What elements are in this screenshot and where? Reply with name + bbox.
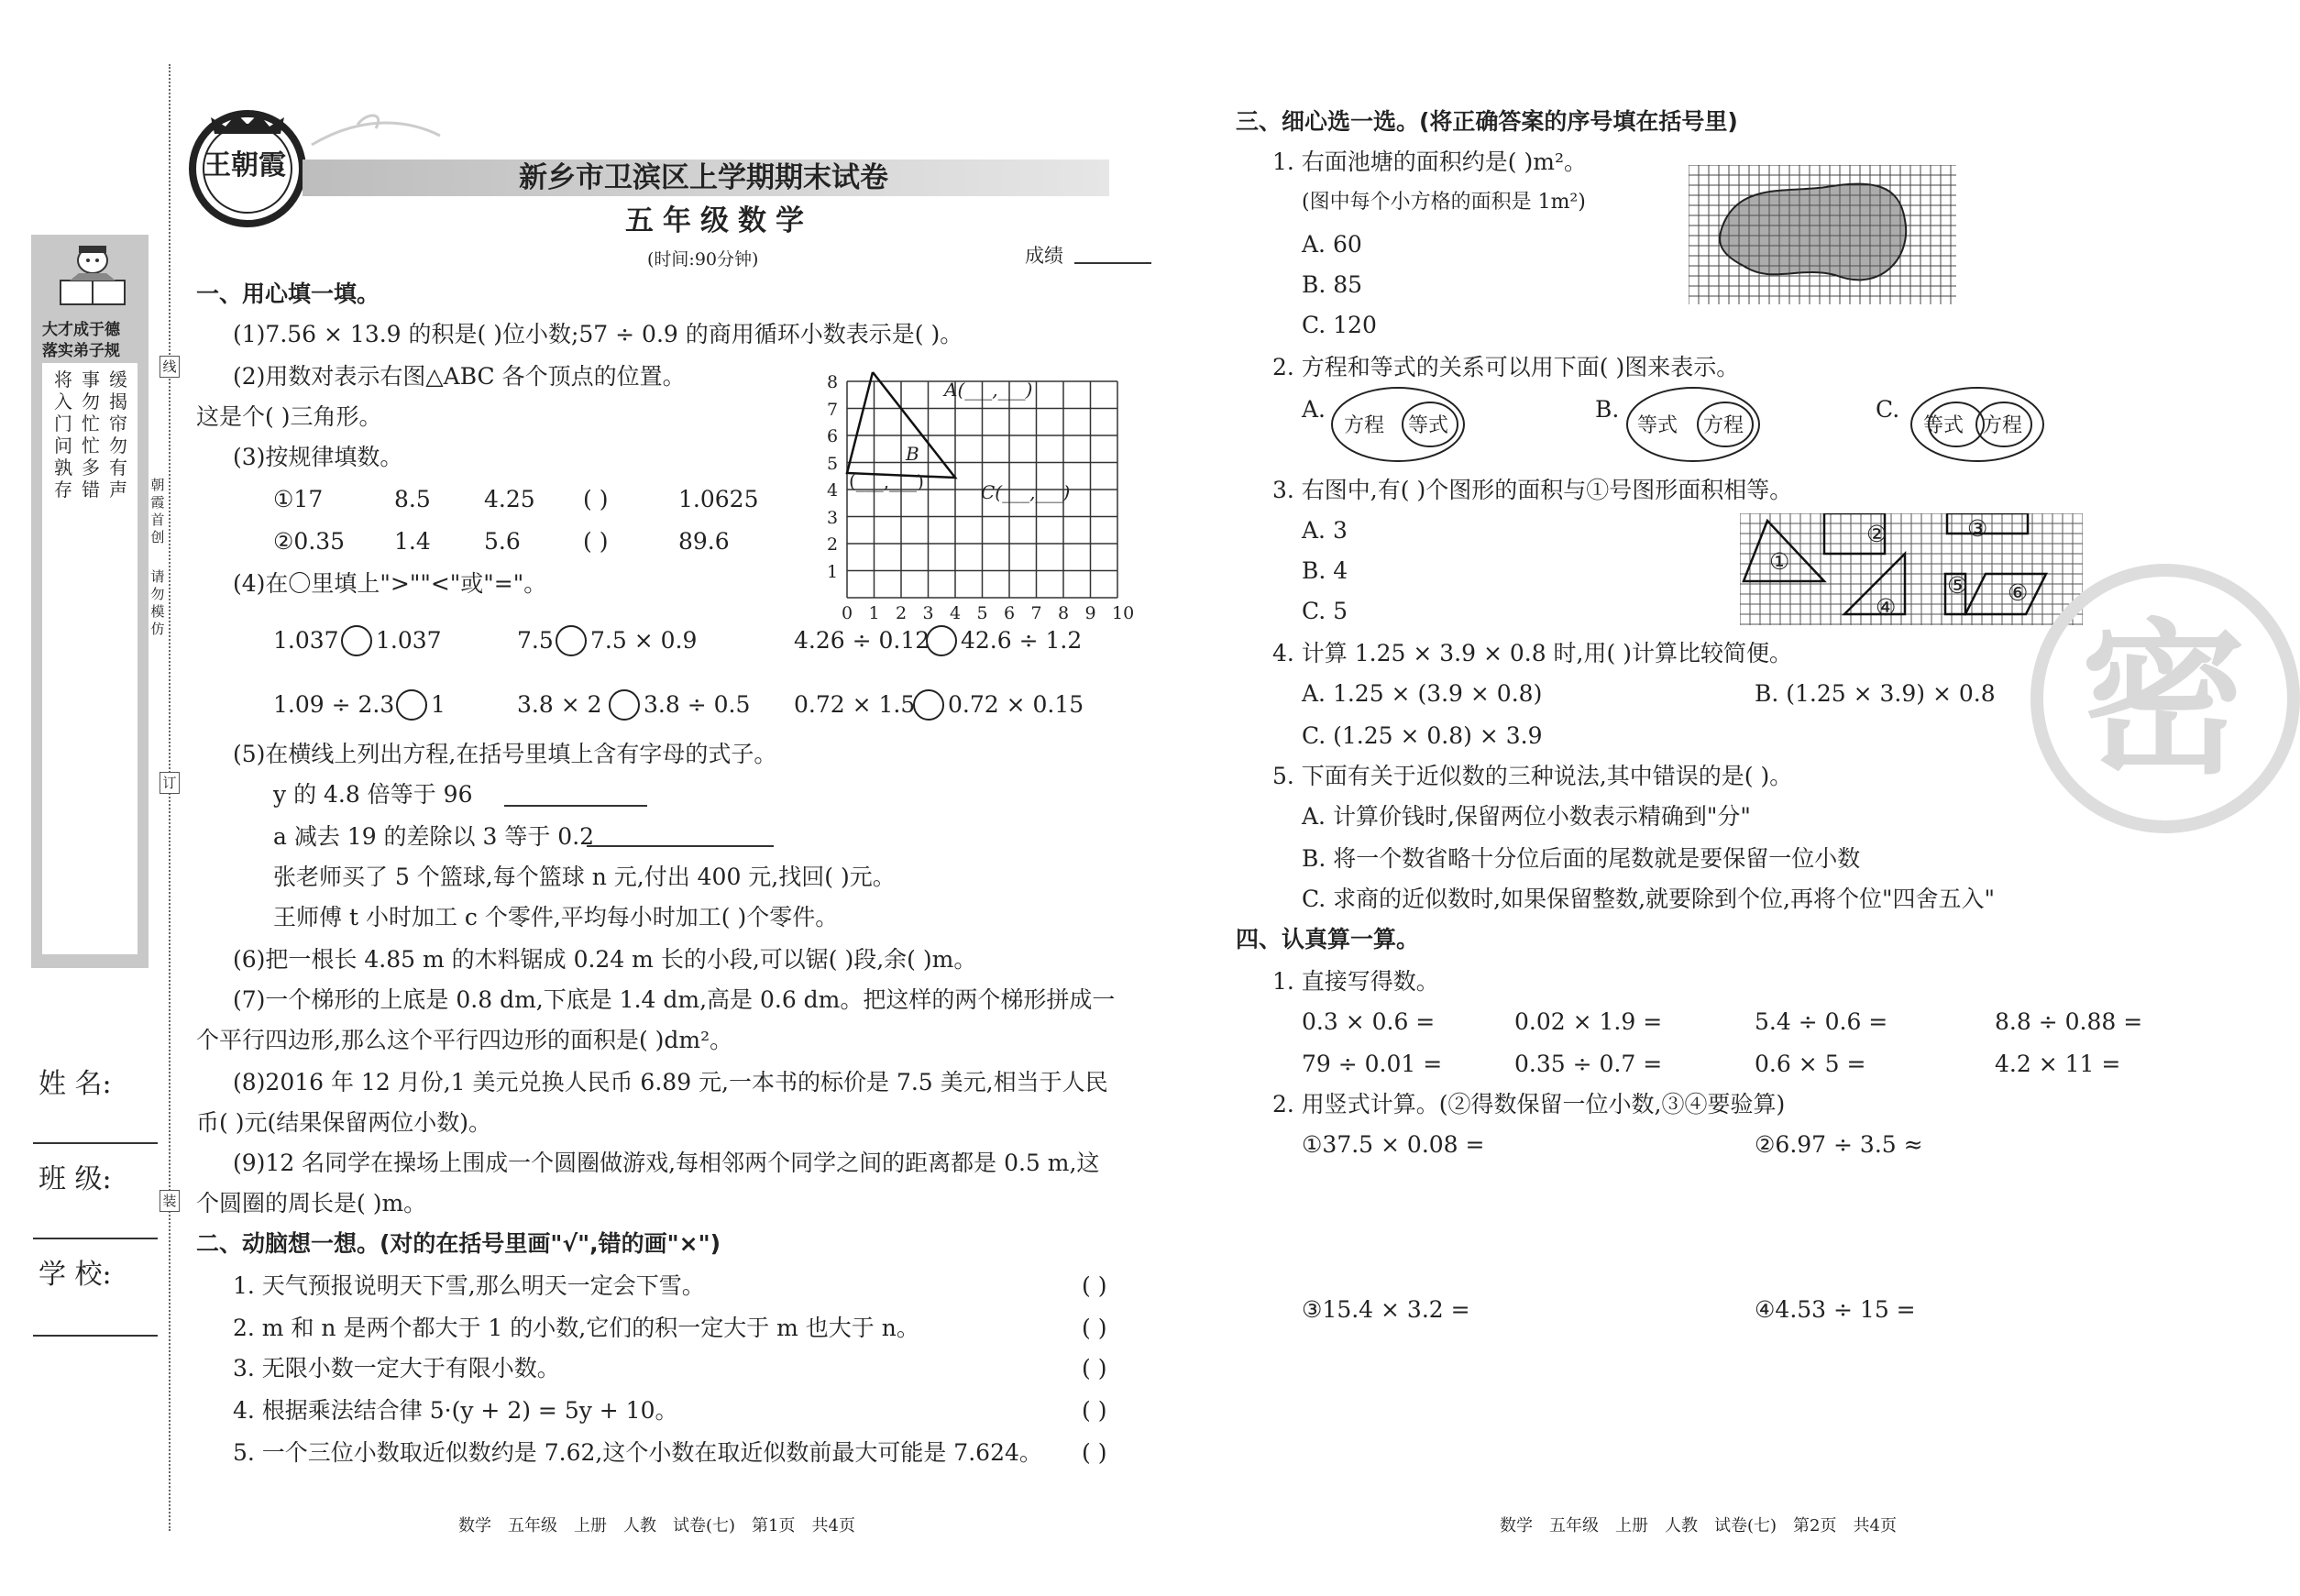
judge-answer-3[interactable]: ( ) (1082, 1355, 1107, 1381)
sidebar-col-2: 事勿忙忙多错 (82, 369, 100, 501)
q1-4: (4)在〇里填上">""<"或"="。 (233, 570, 547, 597)
x-tick-label: 4 (950, 603, 962, 623)
score-field[interactable] (1074, 262, 1151, 264)
point-b-label: B (906, 443, 919, 465)
secret-stamp-text: 密 (2081, 605, 2247, 797)
q1-6: (6)把一根长 4.85 m 的木料锯成 0.24 m 长的小段,可以锯( )段,余( )m。 (233, 946, 977, 973)
y-tick-label: 5 (827, 453, 839, 474)
shape-6-mark: ⑥ (2008, 579, 2029, 606)
vertical-calc-1: ①37.5 × 0.08 = (1302, 1131, 1485, 1158)
compare-circle[interactable] (341, 625, 372, 656)
cmp1-left: 1.037 (273, 627, 339, 654)
q1-8a: (8)2016 年 12 月份,1 美元兑换人民币 6.89 元,一本书的标价是 7.5 美元,相当于人民 (233, 1069, 1108, 1095)
q1-9b: 个圆圈的周长是( )m。 (196, 1190, 427, 1216)
exam-time: (时间:90分钟) (647, 249, 759, 270)
choice-q5-b[interactable]: B. 将一个数省略十分位后面的尾数就是要保留一位小数 (1302, 845, 1861, 872)
choice-q1-note: (图中每个小方格的面积是 1m²) (1302, 191, 1586, 214)
side-note-2: 请勿模仿 (150, 568, 165, 637)
oral-8: 4.2 × 11 = (1995, 1051, 2121, 1077)
q1-1: (1)7.56 × 13.9 的积是( )位小数;57 ÷ 0.9 的商用循环小数表示是( )。 (233, 321, 963, 347)
compare-circle[interactable] (609, 689, 640, 721)
cmp6-left: 0.72 × 1.5 (794, 691, 916, 718)
score-label: 成绩 (1025, 245, 1063, 267)
oral-4: 8.8 ÷ 0.88 = (1995, 1008, 2143, 1035)
venn-b-outer: 等式 (1637, 414, 1678, 437)
exam-title: 新乡市卫滨区上学期期末试卷 (519, 161, 888, 194)
seq1-item-1: ①17 (273, 486, 324, 512)
seq2-item-2: 1.4 (394, 528, 431, 555)
y-tick-label: 3 (827, 507, 839, 528)
venn-b-inner: 方程 (1703, 414, 1744, 437)
venn-c-right: 方程 (1982, 414, 2023, 437)
compare-circle[interactable] (913, 689, 944, 721)
point-c-label: C(___,___) (981, 481, 1071, 503)
sidebar-col-1: 将入门问孰存 (54, 369, 72, 501)
x-tick-label: 6 (1004, 603, 1016, 623)
q1-5b: a 减去 19 的差除以 3 等于 0.2 (273, 823, 595, 850)
y-tick-label: 4 (827, 480, 839, 501)
choice-q3: 3. 右图中,有( )个图形的面积与①号图形面积相等。 (1272, 477, 1793, 503)
cmp3-right: 42.6 ÷ 1.2 (961, 627, 1083, 654)
binding-line (169, 64, 171, 1531)
choice-q3-c[interactable]: C. 5 (1302, 598, 1348, 624)
y-tick-label: 1 (827, 561, 839, 582)
calc-q1: 1. 直接写得数。 (1272, 968, 1439, 995)
choice-q1-a[interactable]: A. 60 (1302, 231, 1362, 258)
seq2-item-5: 89.6 (678, 528, 730, 555)
judge-answer-2[interactable]: ( ) (1082, 1315, 1107, 1341)
x-tick-label: 7 (1030, 603, 1042, 623)
equation-line-2[interactable] (587, 845, 774, 847)
oral-3: 5.4 ÷ 0.6 = (1755, 1008, 1888, 1035)
seq2-item-1: ②0.35 (273, 528, 346, 555)
x-tick-label: 8 (1058, 603, 1070, 623)
seq1-item-5: 1.0625 (678, 486, 759, 512)
x-tick-label: 9 (1084, 603, 1096, 623)
venn-a-outer: 方程 (1344, 414, 1385, 437)
judge-item-5: 5. 一个三位小数取近似数约是 7.62,这个小数在取近似数前最大可能是 7.624。 (233, 1439, 1042, 1466)
name-field[interactable] (33, 1142, 158, 1144)
vertical-calc-4: ④4.53 ÷ 15 = (1755, 1296, 1916, 1323)
class-label: 班 级: (39, 1163, 112, 1195)
vertical-calc-3: ③15.4 × 3.2 = (1302, 1296, 1470, 1323)
calc-q2: 2. 用竖式计算。(②得数保留一位小数,③④要验算) (1272, 1091, 1786, 1117)
y-tick-label: 6 (827, 426, 839, 446)
ribbon-icon (303, 108, 449, 160)
judge-item-3: 3. 无限小数一定大于有限小数。 (233, 1355, 560, 1381)
shape-2-mark: ② (1866, 521, 1887, 547)
choice-q4-c[interactable]: C. (1.25 × 0.8) × 3.9 (1302, 722, 1543, 749)
cmp5-right: 3.8 ÷ 0.5 (644, 691, 751, 718)
choice-q2: 2. 方程和等式的关系可以用下面( )图来表示。 (1272, 354, 1740, 380)
q1-5d: 王师傅 t 小时加工 c 个零件,平均每小时加工( )个零件。 (273, 904, 839, 930)
choice-q2-c[interactable]: C. (1876, 396, 1900, 423)
shape-5-mark: ⑤ (1947, 572, 1968, 599)
x-tick-label: 5 (976, 603, 988, 623)
compare-circle[interactable] (926, 625, 957, 656)
school-field[interactable] (33, 1335, 158, 1337)
sidebar-motto-2: 落实弟子规 (42, 342, 120, 360)
point-b-pair: (___,___) (849, 470, 924, 492)
equation-line-1[interactable] (504, 805, 647, 807)
choice-q4: 4. 计算 1.25 × 3.9 × 0.8 时,用( )计算比较简便。 (1272, 640, 1792, 666)
choice-q5-a[interactable]: A. 计算价钱时,保留两位小数表示精确到"分" (1302, 803, 1751, 830)
oral-1: 0.3 × 0.6 = (1302, 1008, 1436, 1035)
choice-q5-c[interactable]: C. 求商的近似数时,如果保留整数,就要除到个位,再将个位"四舍五入" (1302, 886, 1995, 912)
judge-item-2: 2. m 和 n 是两个都大于 1 的小数,它们的积一定大于 m 也大于 n。 (233, 1315, 919, 1341)
name-label: 姓 名: (39, 1068, 112, 1100)
q1-7a: (7)一个梯形的上底是 0.8 dm,下底是 1.4 dm,高是 0.6 dm。把这样的两个梯形拼成一 (233, 986, 1116, 1013)
seq1-blank[interactable]: ( ) (583, 486, 609, 512)
choice-q5: 5. 下面有关于近似数的三种说法,其中错误的是( )。 (1272, 763, 1793, 789)
section3-heading: 三、细心选一选。(将正确答案的序号填在括号里) (1236, 108, 1738, 135)
oral-5: 79 ÷ 0.01 = (1302, 1051, 1443, 1077)
q1-2b: 这是个( )三角形。 (196, 403, 382, 430)
q1-5: (5)在横线上列出方程,在括号里填上含有字母的式子。 (233, 741, 777, 767)
cmp2-right: 7.5 × 0.9 (590, 627, 698, 654)
bind-mark-2: 订 (160, 772, 180, 794)
sidebar-col-3: 缓揭帘勿有声 (109, 369, 127, 501)
cmp4-right: 1 (431, 691, 446, 718)
exam-subject: 五年级数学 (625, 204, 813, 237)
x-tick-label: 1 (868, 603, 880, 623)
choice-q1-b[interactable]: B. 85 (1302, 271, 1363, 298)
y-tick-label: 8 (827, 372, 839, 392)
judge-answer-5[interactable]: ( ) (1082, 1439, 1107, 1466)
bind-mark-1: 线 (160, 356, 180, 378)
vertical-calc-2: ②6.97 ÷ 3.5 ≈ (1755, 1131, 1923, 1158)
seq1-item-2: 8.5 (394, 486, 431, 512)
shape-3-mark: ③ (1967, 515, 1988, 542)
compare-circle[interactable] (556, 625, 587, 656)
cmp2-left: 7.5 (517, 627, 554, 654)
judge-answer-1[interactable]: ( ) (1082, 1272, 1107, 1299)
q1-2a: (2)用数对表示右图△ABC 各个顶点的位置。 (233, 363, 686, 390)
choice-q2-b[interactable]: B. (1595, 396, 1620, 423)
shape-4-mark: ④ (1876, 594, 1897, 621)
q1-9a: (9)12 名同学在操场上围成一个圆圈做游戏,每相邻两个同学之间的距离都是 0.5 m,这 (233, 1150, 1100, 1176)
q1-3: (3)按规律填数。 (233, 444, 403, 470)
x-tick-label: 0 (842, 603, 853, 623)
school-label: 学 校: (39, 1259, 112, 1291)
q1-7b: 个平行四边形,那么这个平行四边形的面积是( )dm²。 (196, 1027, 733, 1053)
judge-item-4: 4. 根据乘法结合律 5·(y + 2) = 5y + 10。 (233, 1397, 678, 1424)
scholar-figure-icon (51, 240, 134, 314)
judge-answer-4[interactable]: ( ) (1082, 1397, 1107, 1424)
footer-left: 数学 五年级 上册 人教 试卷(七) 第1页 共4页 (458, 1516, 855, 1535)
brand-logo-text: 王朝霞 (204, 149, 286, 182)
side-note-1: 朝霞首创 (150, 477, 165, 545)
section4-heading: 四、认真算一算。 (1236, 926, 1420, 952)
y-tick-label: 7 (827, 399, 839, 420)
choice-q3-b[interactable]: B. 4 (1302, 557, 1348, 584)
choice-q3-a[interactable]: A. 3 (1302, 517, 1348, 544)
compare-circle[interactable] (396, 689, 427, 721)
seq2-blank[interactable]: ( ) (583, 528, 609, 555)
q1-8b: 币( )元(结果保留两位小数)。 (196, 1109, 491, 1136)
oral-2: 0.02 × 1.9 = (1514, 1008, 1663, 1035)
seq2-item-3: 5.6 (484, 528, 521, 555)
shape-1-mark: ① (1769, 548, 1790, 575)
cmp5-left: 3.8 × 2 (517, 691, 602, 718)
q1-5a: y 的 4.8 倍等于 96 (273, 781, 473, 808)
cmp3-left: 4.26 ÷ 0.12 (794, 627, 930, 654)
choice-q4-b[interactable]: B. (1.25 × 3.9) × 0.8 (1755, 680, 1996, 707)
bind-mark-3: 装 (160, 1190, 180, 1212)
choice-q4-a[interactable]: A. 1.25 × (3.9 × 0.8) (1302, 680, 1543, 707)
sidebar-motto-1: 大才成于德 (42, 321, 120, 339)
seq1-item-3: 4.25 (484, 486, 535, 512)
venn-a-inner: 等式 (1408, 414, 1449, 437)
point-a-label: A(___,___) (944, 379, 1033, 401)
choice-q2-a[interactable]: A. (1302, 396, 1326, 423)
x-tick-label: 3 (922, 603, 934, 623)
pond-grid (1689, 165, 1956, 304)
x-tick-label: 10 (1112, 603, 1135, 623)
cmp4-left: 1.09 ÷ 2.3 (273, 691, 395, 718)
section1-heading: 一、用心填一填。 (196, 281, 380, 307)
choice-q1: 1. 右面池塘的面积约是( )m²。 (1272, 149, 1587, 175)
cmp1-right: 1.037 (376, 627, 442, 654)
y-tick-label: 2 (827, 534, 839, 555)
venn-c-left: 等式 (1923, 414, 1964, 437)
oral-7: 0.6 × 5 = (1755, 1051, 1866, 1077)
cmp6-right: 0.72 × 0.15 (948, 691, 1084, 718)
judge-item-1: 1. 天气预报说明天下雪,那么明天一定会下雪。 (233, 1272, 705, 1299)
section2-heading: 二、动脑想一想。(对的在括号里画"√",错的画"×") (196, 1230, 721, 1257)
x-tick-label: 2 (896, 603, 908, 623)
class-field[interactable] (33, 1238, 158, 1239)
choice-q1-c[interactable]: C. 120 (1302, 312, 1377, 338)
oral-6: 0.35 ÷ 0.7 = (1514, 1051, 1663, 1077)
footer-right: 数学 五年级 上册 人教 试卷(七) 第2页 共4页 (1500, 1516, 1897, 1535)
q1-5c: 张老师买了 5 个篮球,每个篮球 n 元,付出 400 元,找回( )元。 (273, 864, 896, 890)
